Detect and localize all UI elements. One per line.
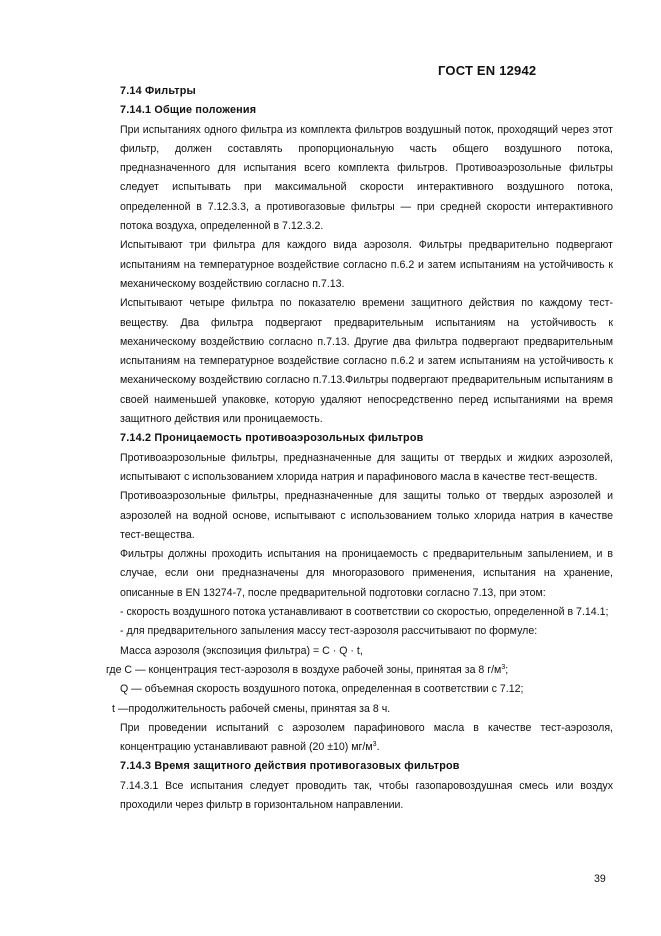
paragraph: Испытывают четыре фильтра по показателю времени защитного действия по каждому тест-веществу. Два фильтра подвергают предварительным испытаниям на устойчивость к механическому воздействию согласно п.7.13. Другие два фильтра подвергают предварительным испытаниям на температурное воздействие согласно п.6.2 и затем испытаниям на устойчивость к механическому воздействию согласно п.7.13.Фильтры подвергают предварительным испытаниям в своей наименьшей упаковке, которую удаляют непосредственно перед испытаниями на время защитного действия или проницаемость. bbox=[120, 297, 613, 426]
section-heading-7-14-1: 7.14.1 Общие положения bbox=[120, 104, 257, 117]
section-heading-7-14-3: 7.14.3 Время защитного действия противогазовых фильтров bbox=[120, 760, 460, 773]
paragraph-text: При проведении испытаний с аэрозолем парафинового масла в качестве тест-аэрозоля, концентрацию устанавливают равной (20 ±10) мг/м bbox=[120, 721, 613, 754]
formula: Масса аэрозоля (экспозиция фильтра) = C · Q · t, bbox=[120, 644, 363, 657]
legend-text: где C — концентрация тест-аэрозоля в воздухе рабочей зоны, принятая за 8 г/м bbox=[106, 663, 502, 676]
punctuation: ; bbox=[505, 663, 509, 676]
paragraph: Испытывают три фильтра для каждого вида аэрозоля. Фильтры предварительно подвергают испытаниям на температурное воздействие согласно п.6.2 и затем испытаниям на устойчивость к механическому воздействию согласно п.7.13. bbox=[120, 239, 613, 290]
paragraph: 7.14.3.1 Все испытания следует проводить так, чтобы газопаровоздушная смесь или воздух проходили через фильтр в горизонтальном направлении. bbox=[120, 779, 613, 811]
list-item: - для предварительного запыления массу тест-аэрозоля рассчитывают по формуле: bbox=[120, 625, 538, 638]
page-content bbox=[106, 82, 613, 815]
paragraph: Противоаэрозольные фильтры, предназначенные для защиты только от твердых аэрозолей и аэрозолей на водной основе, испытывают с использованием только хлорида натрия в качестве тест-вещества. bbox=[120, 490, 613, 541]
list-item: - скорость воздушного потока устанавливают в соответствии со скоростью, определенной в 7.14.1; bbox=[120, 606, 609, 619]
paragraph: Противоаэрозольные фильтры, предназначенные для защиты от твердых и жидких аэрозолей, испытывают с использованием хлорида натрия и парафинового масла в качестве тест-веществ. bbox=[120, 451, 613, 483]
section-heading-7-14-2: 7.14.2 Проницаемость противоаэрозольных фильтров bbox=[120, 432, 424, 445]
formula-legend-c bbox=[106, 661, 613, 680]
superscript: 3 bbox=[372, 741, 377, 749]
standard-header: ГОСТ EN 12942 bbox=[438, 63, 537, 78]
paragraph: Фильтры должны проходить испытания на проницаемость с предварительным запылением, и в случае, если они предназначены для многоразового применения, испытания на хранение, описанные в EN 13274-7, после предварительной подготовки согласно 7.13, при этом: bbox=[120, 548, 613, 599]
paragraph bbox=[120, 719, 613, 758]
paragraph: При испытаниях одного фильтра из комплекта фильтров воздушный поток, проходящий через этот фильтр, должен составлять пропорциональную часть общего воздушного потока, предназначенного для испытания всего комплекта фильтров. Противоаэрозольные фильтры следует испытывать при максимальной скорости интерактивного воздушного потока, определенной в 7.12.3.3, а противогазовые фильтры — при средней скорости интерактивного потока воздуха, определенной в 7.12.3.2. bbox=[120, 123, 613, 233]
punctuation: . bbox=[376, 741, 380, 754]
formula-legend-q: Q — объемная скорость воздушного потока, определенная в соответствии с 7.12; bbox=[120, 683, 524, 696]
superscript: 3 bbox=[501, 663, 506, 671]
page-number: 39 bbox=[594, 873, 606, 885]
section-heading-7-14: 7.14 Фильтры bbox=[120, 85, 196, 97]
formula-legend-t: t —продолжительность рабочей смены, принятая за 8 ч. bbox=[112, 702, 391, 715]
